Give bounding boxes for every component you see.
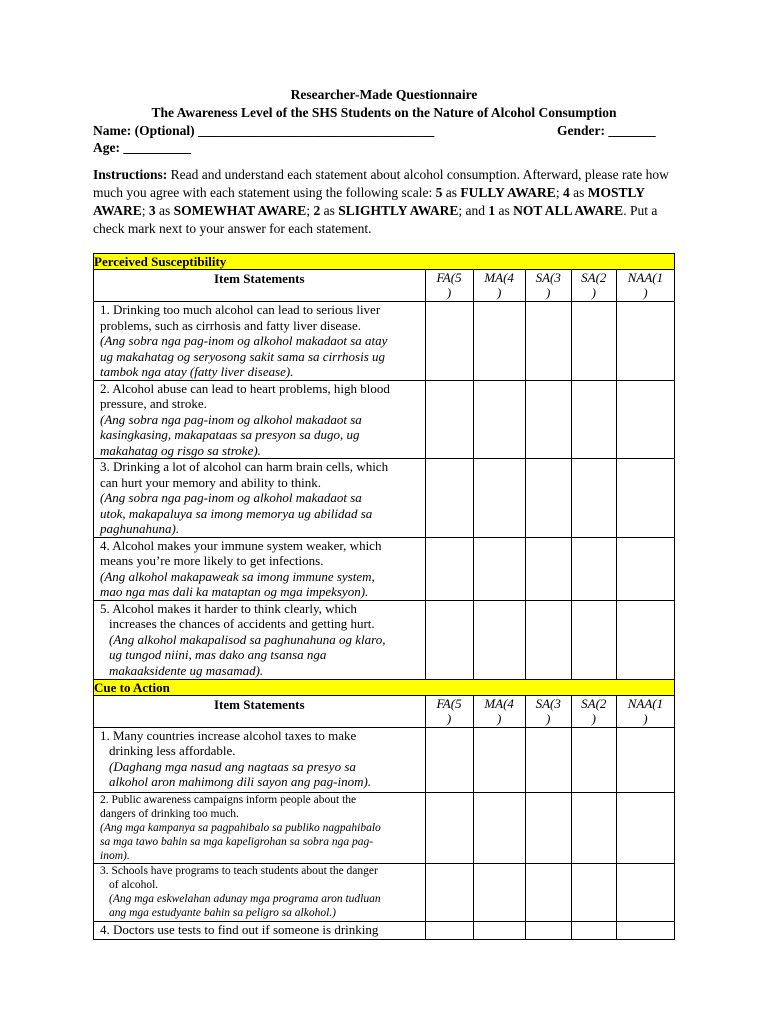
- answer-checkbox-cell[interactable]: [473, 921, 525, 939]
- document-title: Researcher-Made Questionnaire: [290, 87, 478, 102]
- table-row: [94, 727, 675, 792]
- answer-checkbox-cell[interactable]: [473, 537, 525, 600]
- answer-checkbox-cell[interactable]: [571, 600, 616, 679]
- answer-checkbox-cell[interactable]: [525, 727, 571, 792]
- table-row: [94, 792, 675, 863]
- age-field[interactable]: Age: __________: [93, 140, 191, 155]
- answer-checkbox-cell[interactable]: [571, 727, 616, 792]
- scale-header: NAA(1 ): [616, 270, 674, 302]
- answer-checkbox-cell[interactable]: [616, 863, 674, 921]
- document-subtitle: The Awareness Level of the SHS Students on the Nature of Alcohol Consumption: [151, 105, 617, 120]
- answer-checkbox-cell[interactable]: [525, 921, 571, 939]
- table-row: [94, 600, 675, 679]
- answer-checkbox-cell[interactable]: [616, 600, 674, 679]
- item-statement: 2. Public awareness campaigns inform people about the dangers of drinking too much. (Ang mga kampanya sa pagpahibalo sa publiko nagpahibalo sa mga tawo bahin sa mga kapeligrohan sa sobra nga pag- inom).: [94, 792, 426, 863]
- item-statement: 4. Alcohol makes your immune system weaker, which means you’re more likely to get infections. (Ang alkohol makapaweak sa imong immune system, mao nga mas dali ka mataptan og mga impeksyon).: [94, 537, 426, 600]
- answer-checkbox-cell[interactable]: [616, 459, 674, 538]
- answer-checkbox-cell[interactable]: [571, 380, 616, 459]
- answer-checkbox-cell[interactable]: [571, 537, 616, 600]
- answer-checkbox-cell[interactable]: [571, 863, 616, 921]
- answer-checkbox-cell[interactable]: [525, 537, 571, 600]
- item-statement: 3. Drinking a lot of alcohol can harm brain cells, which can hurt your memory and ability to think. (Ang sobra nga pag-inom og alkohol makadaot sa utok, makapaluya sa imong memorya ug abilidad sa paghunahuna).: [94, 459, 426, 538]
- answer-checkbox-cell[interactable]: [425, 537, 473, 600]
- answer-checkbox-cell[interactable]: [616, 727, 674, 792]
- answer-checkbox-cell[interactable]: [525, 459, 571, 538]
- scale-header: FA(5 ): [425, 270, 473, 302]
- scale-header: NAA(1 ): [616, 695, 674, 727]
- item-statement: 1. Drinking too much alcohol can lead to serious liver problems, such as cirrhosis and fatty liver disease. (Ang sobra nga pag-inom og alkohol makadaot sa atay ug makahatag og seryosong sakit sama sa cirrhosis ug tambok nga atay (fatty liver disease).: [94, 302, 426, 381]
- item-statements-header: Item Statements: [94, 695, 426, 727]
- item-statement: 2. Alcohol abuse can lead to heart problems, high blood pressure, and stroke. (Ang sobra nga pag-inom og alkohol makadaot sa kasingkasing, makapataas sa presyon sa dugo, ug makahatag og risgo sa stroke).: [94, 380, 426, 459]
- answer-checkbox-cell[interactable]: [571, 302, 616, 381]
- table-row: [94, 537, 675, 600]
- table-row: [94, 921, 675, 939]
- scale-header: MA(4 ): [473, 695, 525, 727]
- questionnaire-table: [93, 253, 675, 940]
- section-title: Perceived Susceptibility: [94, 254, 675, 270]
- document-header: [93, 86, 675, 238]
- item-statements-header: Item Statements: [94, 270, 426, 302]
- table-row: [94, 380, 675, 459]
- answer-checkbox-cell[interactable]: [473, 302, 525, 381]
- answer-checkbox-cell[interactable]: [616, 537, 674, 600]
- name-field[interactable]: Name: (Optional) ___________________________________: [93, 123, 435, 138]
- answer-checkbox-cell[interactable]: [425, 792, 473, 863]
- answer-checkbox-cell[interactable]: [525, 380, 571, 459]
- scale-header: FA(5 ): [425, 695, 473, 727]
- answer-checkbox-cell[interactable]: [616, 380, 674, 459]
- answer-checkbox-cell[interactable]: [425, 921, 473, 939]
- table-row: [94, 863, 675, 921]
- column-header-row: [94, 270, 675, 302]
- answer-checkbox-cell[interactable]: [525, 792, 571, 863]
- answer-checkbox-cell[interactable]: [616, 302, 674, 381]
- section-header-row: [94, 679, 675, 695]
- scale-header: SA(3 ): [525, 695, 571, 727]
- answer-checkbox-cell[interactable]: [571, 921, 616, 939]
- answer-checkbox-cell[interactable]: [473, 380, 525, 459]
- column-header-row: [94, 695, 675, 727]
- answer-checkbox-cell[interactable]: [473, 727, 525, 792]
- scale-header: SA(2 ): [571, 270, 616, 302]
- table-row: [94, 302, 675, 381]
- answer-checkbox-cell[interactable]: [525, 863, 571, 921]
- answer-checkbox-cell[interactable]: [571, 459, 616, 538]
- scale-header: SA(3 ): [525, 270, 571, 302]
- section-title: Cue to Action: [94, 679, 675, 695]
- answer-checkbox-cell[interactable]: [473, 863, 525, 921]
- item-statement: 4. Doctors use tests to find out if someone is drinking: [94, 921, 426, 939]
- answer-checkbox-cell[interactable]: [425, 863, 473, 921]
- answer-checkbox-cell[interactable]: [425, 727, 473, 792]
- answer-checkbox-cell[interactable]: [425, 459, 473, 538]
- scale-header: SA(2 ): [571, 695, 616, 727]
- answer-checkbox-cell[interactable]: [425, 600, 473, 679]
- table-row: [94, 459, 675, 538]
- answer-checkbox-cell[interactable]: [616, 792, 674, 863]
- section-header-row: [94, 254, 675, 270]
- instructions-label: Instructions:: [93, 167, 168, 182]
- answer-checkbox-cell[interactable]: [425, 380, 473, 459]
- answer-checkbox-cell[interactable]: [525, 302, 571, 381]
- answer-checkbox-cell[interactable]: [473, 459, 525, 538]
- answer-checkbox-cell[interactable]: [473, 792, 525, 863]
- name-gender-line: [93, 122, 675, 139]
- instructions: Instructions: Read and understand each statement about alcohol consumption. Afterward, please rate how much you agree with each statement using the following scale: 5 as FULLY AWARE; 4 as MOSTLY AWARE; 3 as SOMEWHAT AWARE; 2 as SLIGHTLY AWARE; and 1 as NOT ALL AWARE. Put a check mark next to your answer for each statement.: [93, 167, 669, 236]
- answer-checkbox-cell[interactable]: [616, 921, 674, 939]
- answer-checkbox-cell[interactable]: [525, 600, 571, 679]
- answer-checkbox-cell[interactable]: [571, 792, 616, 863]
- scale-header: MA(4 ): [473, 270, 525, 302]
- item-statement: 5. Alcohol makes it harder to think clearly, which increases the chances of accidents and getting hurt. (Ang alkohol makapalisod sa paghunahuna og klaro, ug tungod niini, mas dako ang tsansa nga makaaksidente ug masamad).: [94, 600, 426, 679]
- answer-checkbox-cell[interactable]: [473, 600, 525, 679]
- answer-checkbox-cell[interactable]: [425, 302, 473, 381]
- gender-field[interactable]: Gender: _______: [557, 123, 656, 138]
- item-statement: 3. Schools have programs to teach students about the danger of alcohol. (Ang mga eskwelahan adunay mga programa aron tudluan ang mga estudyante bahin sa peligro sa alkohol.): [94, 863, 426, 921]
- item-statement: 1. Many countries increase alcohol taxes to make drinking less affordable. (Daghang mga nasud ang nagtaas sa presyo sa alkohol aron mahimong dili sayon ang pag-inom).: [94, 727, 426, 792]
